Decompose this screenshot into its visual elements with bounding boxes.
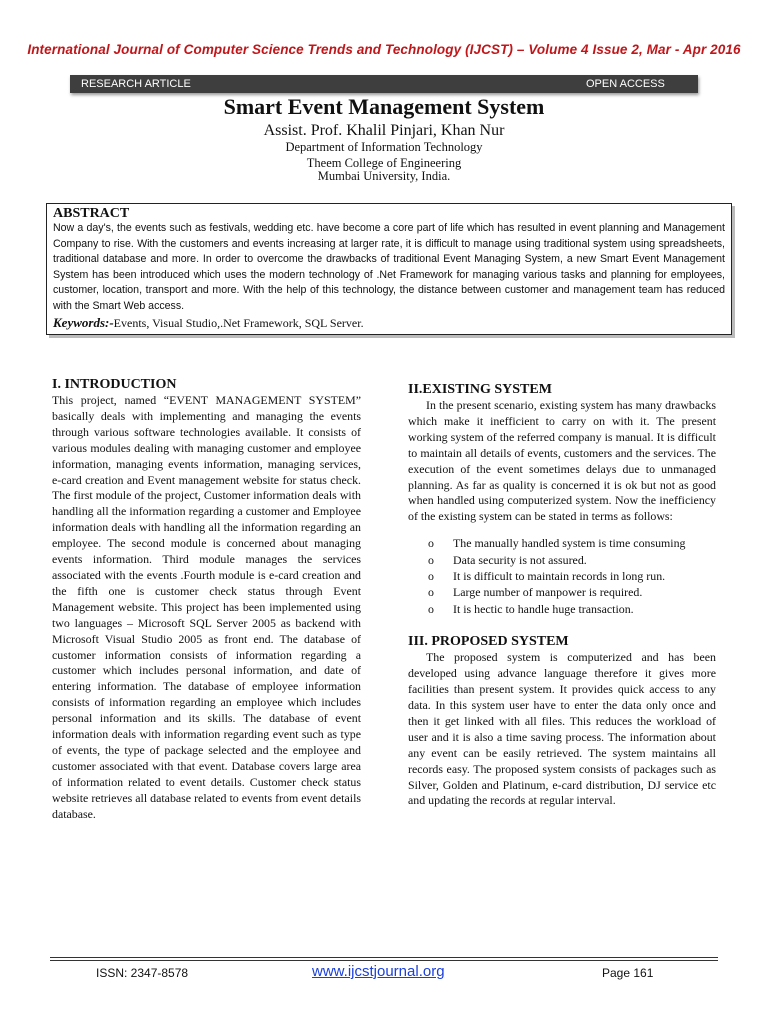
author-university: Mumbai University, India.: [317, 169, 451, 183]
keywords-line: [53, 315, 725, 331]
author-department: Department of Information Technology: [285, 140, 483, 154]
list-item: o It is difficult to maintain records in long run.: [428, 569, 666, 584]
bullet-mark: o: [428, 585, 434, 600]
introduction-text: This project, named “EVENT MANAGEMENT SYSTEM” basically deals with implementing and managing the events through various software technologies available. It consists of various modules dealing with managing customer and employee information, managing events information, managing services, e-card creation and Event management website for status check. The first module of the project, Customer information deals with handling all the information regarding a customer and Employee information deals with handling all the information regarding an employee. The second module is concerned about managing events information. Third module manages the services associated with the events .Fourth module is e-card creation and the fifth one is customer check status through Event Management website. This project has been implemented using two languages – Microsoft SQL Server 2005 as backend with Microsoft Visual Studio 2005 as front end. The database of customer information consists of information regarding a customer which includes personal information, and date of entering information. The database of employee information consists of information regarding an employee which includes personal information and its skills. The database of event information deals with information regarding event such as type of events, the type of package selected and the employee and customer associated with that event. Database covers large area of information related to event details. Customer check status website retrieves all database related to events from event details database.: [52, 393, 361, 821]
right-column: [408, 382, 716, 809]
left-column: [52, 377, 361, 822]
list-item: o Data security is not assured.: [428, 552, 587, 567]
journal-header: International Journal of Computer Science Trends and Technology (IJCST) – Volume 4 Issue 2, Mar - Apr 2016: [27, 42, 741, 57]
bullet-mark: o: [428, 552, 434, 567]
open-access-label: OPEN ACCESS: [586, 78, 665, 90]
existing-system-text: In the present scenario, existing system has many drawbacks which make it inefficient to carry on with it. The present working system of the referred company is manual. It is difficult to maintain all details of events, customers and the services. The execution of the event sometimes delays due to unmanaged planning. As far as quality is concerned it is ok but not as good when handled using computerized system. Now the inefficiency of the existing system can be stated in terms as follows:: [408, 398, 716, 524]
footer-divider: [50, 960, 718, 961]
list-item: o The manually handled system is time consuming: [428, 536, 686, 551]
list-item: o It is hectic to handle huge transaction.: [428, 601, 634, 616]
abstract-box: [46, 203, 732, 335]
proposed-system-heading: III. PROPOSED SYSTEM: [408, 634, 569, 650]
bullet-mark: o: [428, 601, 434, 616]
keywords-label: Keywords:-: [53, 314, 114, 330]
page-number: Page 161: [602, 966, 654, 980]
abstract-heading: ABSTRACT: [53, 206, 130, 221]
bullet-mark: o: [428, 569, 434, 584]
paper-authors: Assist. Prof. Khalil Pinjari, Khan Nur: [263, 122, 505, 139]
drawbacks-list: [428, 535, 716, 617]
proposed-system-text: The proposed system is computerized and has been developed using advance language therefore it gives more facilities than present system. It provides quick access to any data. In this system user have to enter the data only once and then it get linked with all files. This reduces the workload of user and it is also a time saving process. The information about any event can be easily retrieved. The system maintains all records easy. The proposed system consists of packages such as Silver, Golden and Platinum, e-card distribution, DJ service etc and updating the records at regular interval.: [408, 650, 716, 808]
introduction-heading: I. INTRODUCTION: [52, 377, 177, 392]
paper-title: Smart Event Management System: [223, 94, 545, 119]
bullet-mark: o: [428, 536, 434, 551]
keywords-text: Events, Visual Studio,.Net Framework, SQL Server.: [113, 315, 364, 330]
existing-system-heading: II.EXISTING SYSTEM: [408, 382, 552, 397]
article-banner: [70, 75, 698, 93]
research-article-label: RESEARCH ARTICLE: [81, 78, 191, 90]
author-college: Theem College of Engineering: [306, 156, 462, 170]
footer-divider: [50, 957, 718, 958]
abstract-text: Now a day's, the events such as festivals, wedding etc. have become a core part of life which has resulted in event planning and Management Company to rise. With the customers and events increasing at larger rate, it is difficult to manage using traditional system using spreadsheets, traditional database and more. In order to overcome the drawbacks of traditional Event Managing System, a new Smart Event Management System has been introduced which uses the modern technology of .Net Framework for managing various tasks and planning for employees, customer, location, transport and more. With the help of this technology, the distance between customer and management team has reduced with the Smart Web access.: [53, 222, 725, 312]
issn-label: ISSN: 2347-8578: [96, 966, 189, 980]
page-footer: [0, 963, 768, 983]
list-item: o Large number of manpower is required.: [428, 585, 643, 600]
journal-website-link[interactable]: www.ijcstjournal.org: [312, 963, 445, 980]
